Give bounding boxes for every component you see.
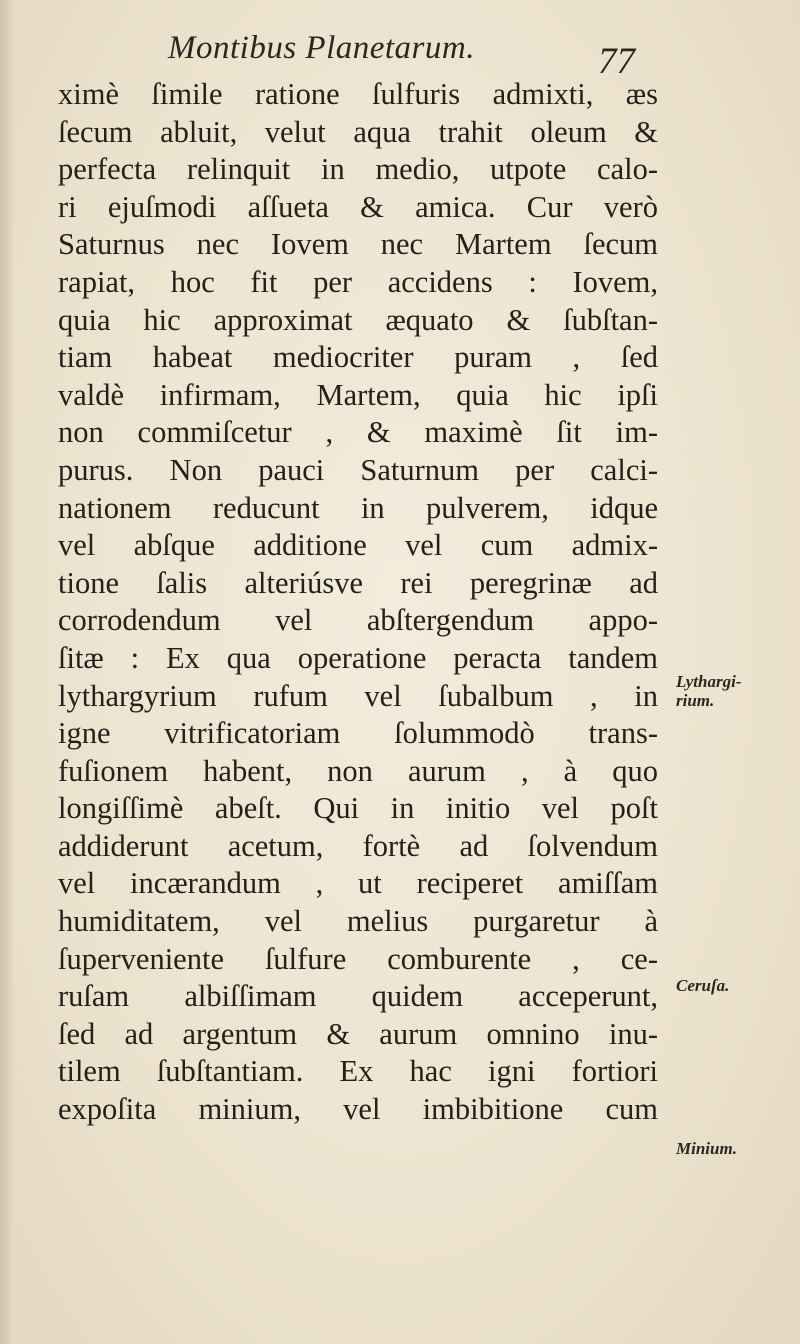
marginal-note-cerusa: Ceruſa. — [676, 976, 730, 995]
marginal-note-line: rium. — [676, 691, 715, 710]
text-line: ximè ſimile ratione ſulfuris admixti, æs — [58, 77, 658, 111]
text-line: vel incærandum , ut reciperet amiſſam — [58, 866, 658, 901]
text-line: quia hic approximat æquato & ſubſtan- — [58, 302, 658, 337]
text-line: purus. Non pauci Saturnum per calci- — [58, 452, 658, 487]
text-line: ſuperveniente ſulfure comburente , ce- — [58, 941, 658, 976]
text-line: non commiſcetur , & maximè ſit im- — [58, 415, 658, 450]
text-line: tiam habeat mediocriter puram , ſed — [58, 340, 658, 375]
running-title: Montibus Planetarum. — [168, 30, 475, 66]
marginal-note-lythargirium — [676, 672, 741, 710]
text-line: longiſſimè abeſt. Qui in initio vel poſt — [58, 791, 658, 826]
text-line: igne vitrificatoriam ſolummodò trans- — [58, 716, 658, 751]
text-line: perfecta relinquit in medio, utpote calo- — [58, 152, 658, 187]
text-line: corrodendum vel abſtergendum appo- — [58, 603, 658, 638]
page-number: 77 — [598, 41, 635, 82]
text-line: expoſita minium, vel imbibitione cum — [58, 1092, 658, 1127]
body-text — [58, 76, 658, 1129]
text-line: valdè infirmam, Martem, quia hic ipſi — [58, 377, 658, 412]
text-line: vel abſque additione vel cum admix- — [58, 528, 658, 563]
text-line: Saturnus nec Iovem nec Martem ſecum — [58, 227, 658, 262]
text-line: humiditatem, vel melius purgaretur à — [58, 904, 658, 939]
text-line: ruſam albiſſimam quidem acceperunt, — [58, 979, 658, 1014]
text-line: fuſionem habent, non aurum , à quo — [58, 753, 658, 788]
text-line: lythargyrium rufum vel ſubalbum , in — [58, 678, 658, 713]
text-line: ri ejuſmodi aſſueta & amica. Cur verò — [58, 189, 658, 224]
text-line: tilem ſubſtantiam. Ex hac igni fortiori — [58, 1054, 658, 1089]
text-line: rapiat, hoc fit per accidens : Iovem, — [58, 264, 658, 299]
text-line: nationem reducunt in pulverem, idque — [58, 490, 658, 525]
marginal-note-line: Lythargi- — [676, 672, 742, 691]
text-line: ſed ad argentum & aurum omnino inu- — [58, 1016, 658, 1051]
text-line: ſecum abluit, velut aqua trahit oleum & — [58, 114, 658, 149]
page-gutter — [0, 0, 14, 1344]
text-line: addiderunt acetum, fortè ad ſolvendum — [58, 828, 658, 863]
marginal-note-minium: Minium. — [676, 1139, 737, 1158]
text-line: tione ſalis alteriúsve rei peregrinæ ad — [58, 565, 658, 600]
text-line: ſitæ : Ex qua operatione peracta tandem — [58, 640, 658, 675]
